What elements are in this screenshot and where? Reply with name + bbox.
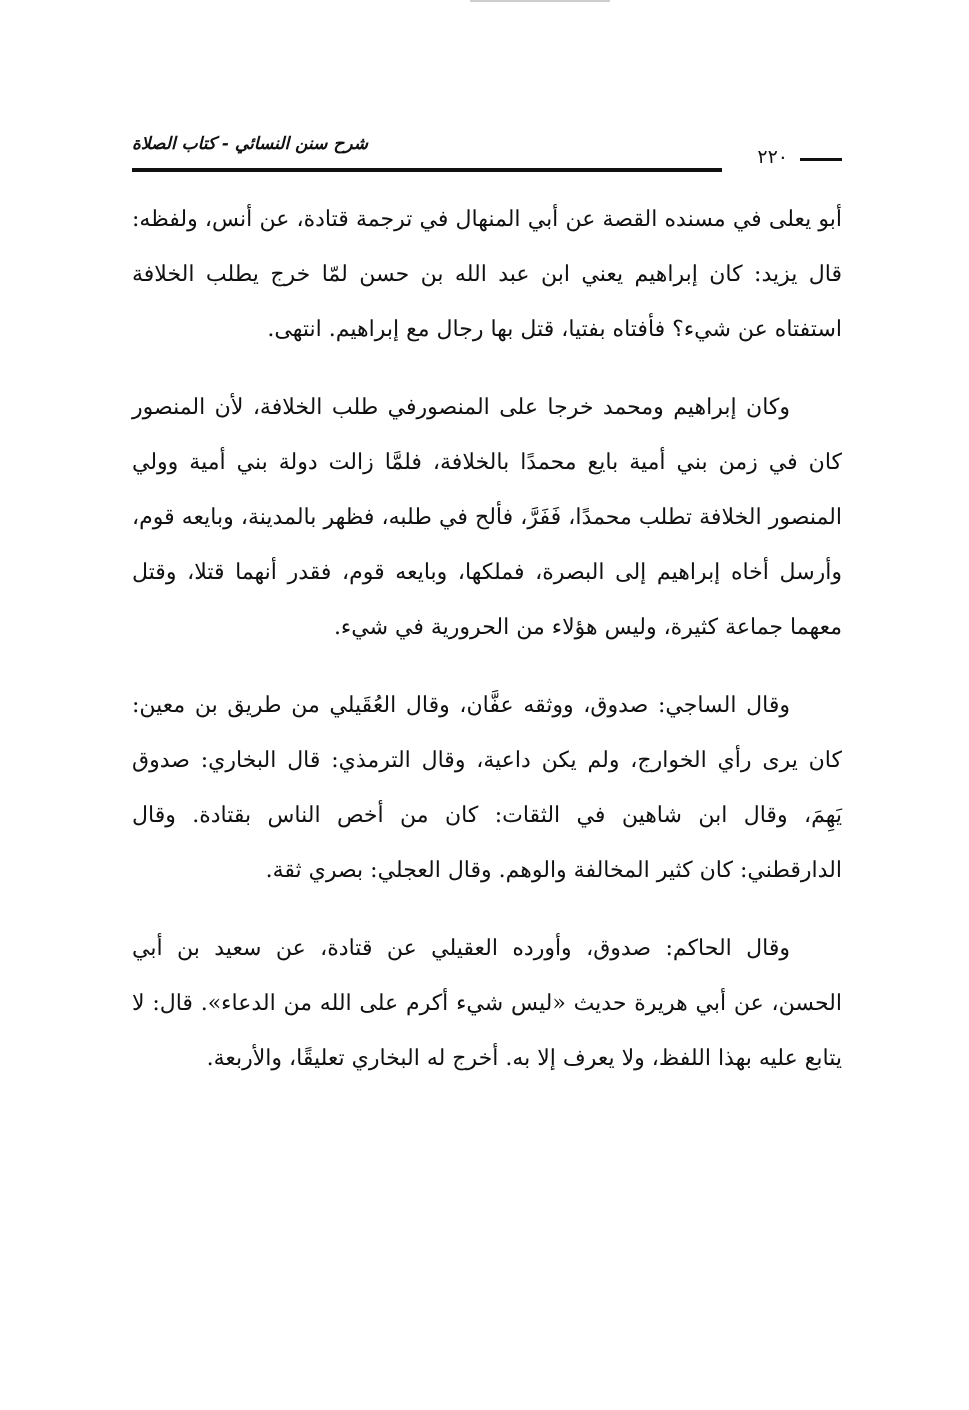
header-rule: [132, 168, 722, 172]
running-title: شرح سنن النسائي - كتاب الصلاة: [132, 134, 368, 154]
paragraph: وقال الساجي: صدوق، ووثقه عفَّان، وقال العُقَيلي من طريق بن معين: كان يرى رأي الخوارج، ولم يكن داعية، وقال الترمذي: قال البخاري: صدوق يَهِمَ، وقال ابن شاهين في الثقات: كان من أخص الناس بقتادة. وقال الدارقطني: كان كثير المخالفة والوهم. وقال العجلي: بصري ثقة.: [132, 693, 842, 883]
paragraph: وكان إبراهيم ومحمد خرجا على المنصورفي طلب الخلافة، لأن المنصور كان في زمن بني أمية بايع محمدًا بالخلافة، فلمَّا زالت دولة بني أمية وولي المنصور الخلافة تطلب محمدًا، فَفَرَّ، فألح في طلبه، فظهر بالمدينة، وبايعه قوم، وأرسل أخاه إبراهيم إلى البصرة، فملكها، وبايعه قوم، فقدر أنهما قتلا، وقتل معهما جماعة كثيرة، وليس هؤلاء من الحرورية في شيء.: [132, 395, 842, 640]
top-edge-rule: [470, 0, 610, 2]
paragraph: أبو يعلى في مسنده القصة عن أبي المنهال في ترجمة قتادة، عن أنس، ولفظه: قال يزيد: كان إبراهيم يعني ابن عبد الله بن حسن لمّا خرج يطلب الخلافة استفتاه عن شيء؟ فأفتاه بفتيا، قتل بها رجال مع إبراهيم. انتهى.: [132, 207, 842, 342]
paragraph: وقال الحاكم: صدوق، وأورده العقيلي عن قتادة، عن سعيد بن أبي الحسن، عن أبي هريرة حديث «ليس شيء أكرم على الله من الدعاء». قال: لا يتابع عليه بهذا اللفظ، ولا يعرف إلا به. أخرج له البخاري تعليقًا، والأربعة.: [132, 936, 842, 1071]
body-text: [132, 192, 842, 1109]
page-number-dash: [800, 158, 842, 161]
page-header: [132, 128, 842, 174]
page-number: ٢٢٠: [757, 146, 788, 168]
